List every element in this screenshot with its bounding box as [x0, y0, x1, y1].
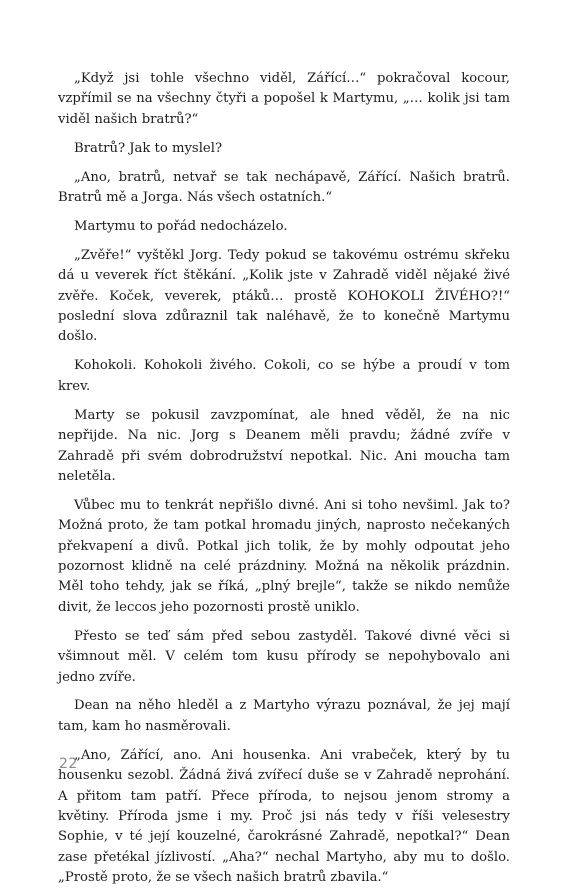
text-body — [58, 69, 510, 889]
paragraph: „Ano, bratrů, netvař se tak nechápavě, Zářící. Našich bratrů. Bratrů mě a Jorga. Nás všech ostatních.“ — [58, 169, 510, 206]
paragraph: „Ano, Zářící, ano. Ani housenka. Ani vrabeček, který by tu housenku sezobl. Žádná živá zvířecí duše se v Zahradě neprohání. A přitom tam patří. Přece přírodа, to nejsou jenom stromy a květiny. Příroda jsme i my. Proč jsi nás tedy v říši velesestry Sophie, v té její kouzelné, čarokrásné Zahradě, nepotkal?“ Dean zase přetékal jízlivostí. „Aha?“ nechal Martyho, aby mu to došlo. „Prostě proto, že se všech našich bratrů zbavila.“ — [58, 747, 510, 886]
paragraph: Martymu to pořád nedocházelo. — [74, 218, 288, 234]
paragraph: „Když jsi tohle všechno viděl, Zářící…“ pokračoval kocour, vzpřímil se na všechny čtyři a popošel k Martymu, „… kolik jsi tam viděl našich bratrů?“ — [58, 71, 510, 127]
paragraph: Přesto se teď sám před sebou zastyděl. Takové divné věci si všimnout měl. V celém tom kusu přírody se nepohybovalo ani jedno zvíře. — [58, 628, 510, 685]
paragraph: Dean na něho hleděl a z Martyho výrazu poznával, že jej mají tam, kam ho nasměrovali. — [58, 698, 510, 734]
paragraph: „Zvěře!“ vyštěkl Jorg. Tedy pokud se takovému ostrému skřeku dá u veverek říct štěkání. „Kolik jste v Zahradě viděl nějaké živé zvěře. Koček, veverek, ptáků… prostě KOHOKOLI ŽIVÉHO?!“ poslední slova zdůraznil tak naléhavě, že to konečně Martymu došlo. — [58, 247, 510, 345]
paragraph: Bratrů? Jak to myslel? — [74, 140, 223, 156]
paragraph: Marty se pokusil zavzpomínat, ale hned věděl, že na nic nepřijde. Na nic. Jorg s Deanem měli pravdu; žádné zvíře v Zahradě při svém dobrodružství nepotkal. Nic. Ani moucha tam neletěla. — [58, 407, 510, 484]
paragraph: Kohokoli. Kohokoli živého. Cokoli, co se hýbe a proudí v tom krev. — [58, 358, 510, 394]
paragraph: Vůbec mu to tenkrát nepřišlo divné. Ani si toho nevšiml. Jak to? Možná proto, že tam potkal hromadu jiných, naprosto nečekaných překvapení a divů. Potkal jich tolik, že by mohly odpoutat jeho pozornost klidně na celé prázdniny. Možná na několik prázdnin. Měl toho tehdy, jak se říká, „plný brejle“, takže se nikdo nemůže divit, že leccos jeho pozornosti prostě uniklo. — [58, 497, 510, 615]
page-number: 22 — [59, 756, 78, 772]
